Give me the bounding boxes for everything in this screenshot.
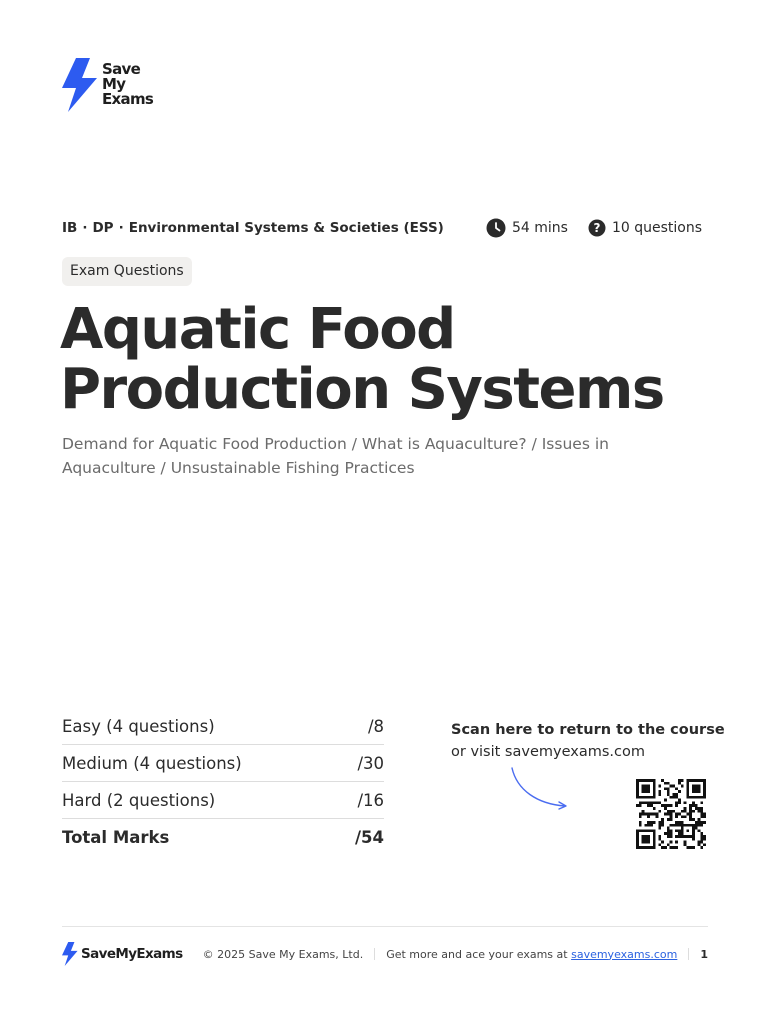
exam-questions-tag: Exam Questions (62, 257, 192, 286)
topic-subtitle: Demand for Aquatic Food Production / What is Aquaculture? / Issues in Aquaculture / Unsustainable Fishing Practices (62, 435, 609, 477)
footer-wordmark: SaveMyExams (81, 946, 183, 962)
breadcrumb-separator: · (118, 220, 124, 236)
brand-logo (62, 58, 172, 114)
logo-line-3: Exams (102, 90, 154, 108)
qr-heading: Scan here to return to the course (451, 722, 725, 738)
curved-arrow-icon (505, 764, 575, 814)
marks-row-total (62, 819, 384, 855)
clock-icon (486, 218, 506, 238)
meta-row (62, 217, 702, 239)
footer-divider (62, 926, 708, 927)
marks-row-medium (62, 745, 384, 782)
footer-copyright: © 2025 Save My Exams, Ltd. (202, 947, 364, 961)
page-number: 1 (700, 947, 708, 961)
breadcrumb-separator: · (82, 220, 88, 236)
marks-row-easy (62, 708, 384, 745)
marks-value: /54 (355, 827, 384, 847)
breadcrumb-item: Environmental Systems & Societies (ESS) (128, 220, 444, 236)
question-circle-icon (588, 219, 606, 237)
page-title (60, 297, 740, 422)
marks-value: /30 (357, 753, 384, 773)
duration-stat (486, 218, 568, 238)
logo-line-1: Save (102, 60, 141, 78)
breadcrumb-item: DP (92, 220, 114, 236)
marks-label: Easy (4 questions) (62, 716, 215, 736)
footer-cta (386, 948, 677, 961)
title-line-2: Production Systems (60, 357, 664, 422)
logo-line-2: My (102, 75, 126, 93)
title-line-1: Aquatic Food (60, 297, 455, 362)
question-count-text: 10 questions (611, 220, 702, 236)
marks-row-hard (62, 782, 384, 819)
marks-value: /8 (367, 716, 384, 736)
footer-info (203, 948, 708, 961)
breadcrumb (62, 220, 444, 236)
marks-label: Hard (2 questions) (62, 790, 216, 810)
svg-text:?: ? (593, 221, 601, 236)
duration-text: 54 mins (511, 220, 568, 236)
footer-logo (62, 942, 183, 966)
qr-visit-text: or visit savemyexams.com (451, 744, 645, 760)
marks-value: /16 (357, 790, 384, 810)
logo-wordmark (102, 62, 153, 107)
footer (62, 940, 708, 968)
footer-website-link[interactable]: savemyexams.com (571, 947, 678, 961)
marks-table (62, 708, 384, 855)
footer-cta-text: Get more and ace your exams at (386, 947, 568, 961)
lightning-bolt-icon (62, 942, 78, 966)
lightning-bolt-icon (62, 58, 98, 112)
footer-separator (374, 948, 375, 960)
marks-label: Total Marks (62, 827, 170, 847)
marks-label: Medium (4 questions) (62, 753, 242, 773)
question-count-stat (588, 219, 702, 237)
qr-code[interactable] (634, 779, 708, 849)
breadcrumb-item: IB (62, 220, 78, 236)
footer-separator (688, 948, 689, 960)
